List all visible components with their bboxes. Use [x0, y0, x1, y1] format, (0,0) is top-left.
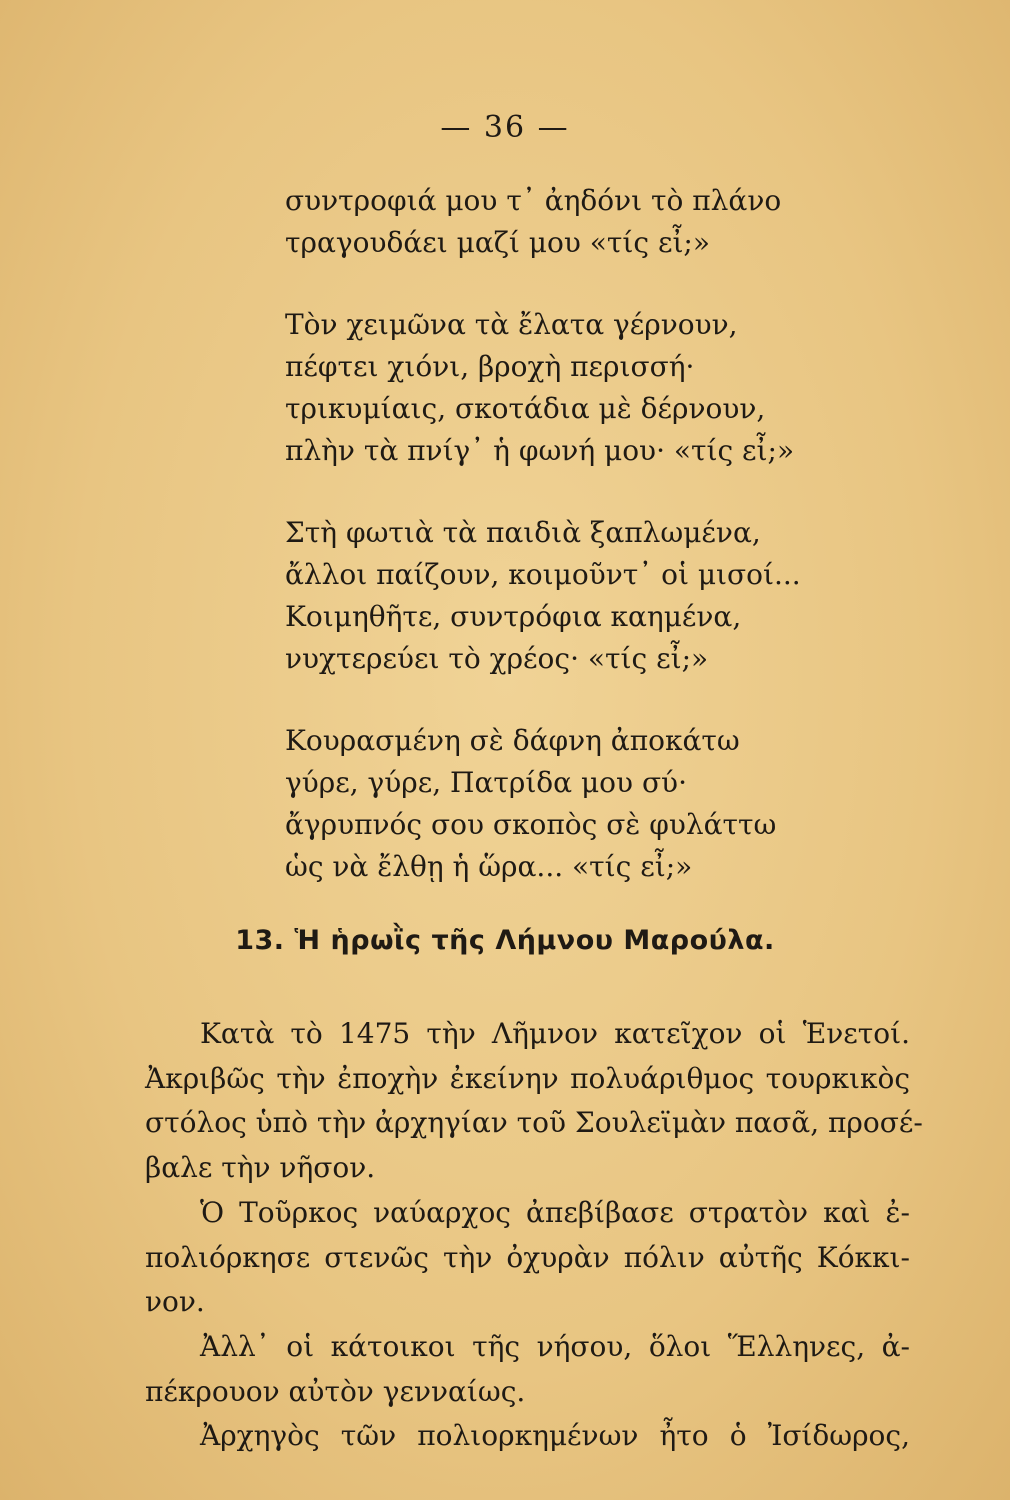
prose-line: Κατὰ τὸ 1475 τὴν Λῆμνον κατεῖχον οἱ Ἑνετοί. [200, 1017, 910, 1050]
section-heading: 13. Ἡ ἡρωῒς τῆς Λήμνου Μαρούλα. [235, 925, 775, 956]
prose-line: στόλος ὑπὸ τὴν ἀρχηγίαν τοῦ Σουλεϊμὰν πασᾶ, προσέ- [145, 1106, 923, 1140]
prose-body [145, 1012, 923, 1459]
verse-line: τρικυμίαις, σκοτάδια μὲ δέρνουν, [285, 392, 766, 425]
poem-stanza [285, 512, 865, 680]
prose-line: βαλε τὴν νῆσον. [145, 1151, 376, 1185]
verse-line: πλὴν τὰ πνίγ᾽ ἡ φωνή μου· «τίς εἶ;» [285, 434, 795, 467]
verse-line: συντροφιά μου τ᾽ ἀηδόνι τὸ πλάνο [285, 184, 782, 217]
verse-line: ὡς νὰ ἔλθῃ ἡ ὥρα... «τίς εἶ;» [285, 850, 693, 883]
verse-line: Κουρασμένη σὲ δάφνη ἀποκάτω [285, 724, 740, 757]
prose-line: πέκρουον αὐτὸν γενναίως. [145, 1374, 526, 1408]
prose-line: νον. [145, 1285, 205, 1319]
verse-line: πέφτει χιόνι, βροχὴ περισσή· [285, 350, 695, 383]
verse-line: Κοιμηθῆτε, συντρόφια καημένα, [285, 600, 742, 633]
verse-line: νυχτερεύει τὸ χρέος· «τίς εἶ;» [285, 642, 709, 675]
verse-line: γύρε, γύρε, Πατρίδα μου σύ· [285, 766, 687, 799]
verse-line: Τὸν χειμῶνα τὰ ἔλατα γέρνουν, [285, 308, 738, 341]
prose-line: Ἀρχηγὸς τῶν πολιορκημένων ἦτο ὁ Ἰσίδωρος, [200, 1419, 910, 1453]
prose-line: πολιόρκησε στενῶς τὴν ὀχυρὰν πόλιν αὐτῆς Κόκκι- [145, 1240, 910, 1274]
poem-stanza [285, 304, 865, 472]
prose-line: Ὁ Τοῦρκος ναύαρχος ἀπεβίβασε στρατὸν καὶ ἐ- [200, 1195, 910, 1229]
prose-line: Ἀλλ᾽ οἱ κάτοικοι τῆς νήσου, ὅλοι Ἕλληνες, ἀ- [200, 1329, 910, 1363]
poem-stanza [285, 720, 865, 888]
verse-line: Στὴ φωτιὰ τὰ παιδιὰ ξαπλωμένα, [285, 516, 761, 549]
poem-stanza [285, 180, 865, 264]
verse-line: ἄγρυπνός σου σκοπὸς σὲ φυλάττω [285, 808, 777, 841]
verse-line: τραγουδάει μαζί μου «τίς εἶ;» [285, 226, 710, 259]
verse-line: ἄλλοι παίζουν, κοιμοῦντ᾽ οἱ μισοί... [285, 558, 801, 591]
prose-line: Ἀκριβῶς τὴν ἐποχὴν ἐκείνην πολυάριθμος τουρκικὸς [145, 1061, 910, 1095]
page-number: — 36 — [440, 110, 570, 145]
poem [285, 180, 865, 928]
